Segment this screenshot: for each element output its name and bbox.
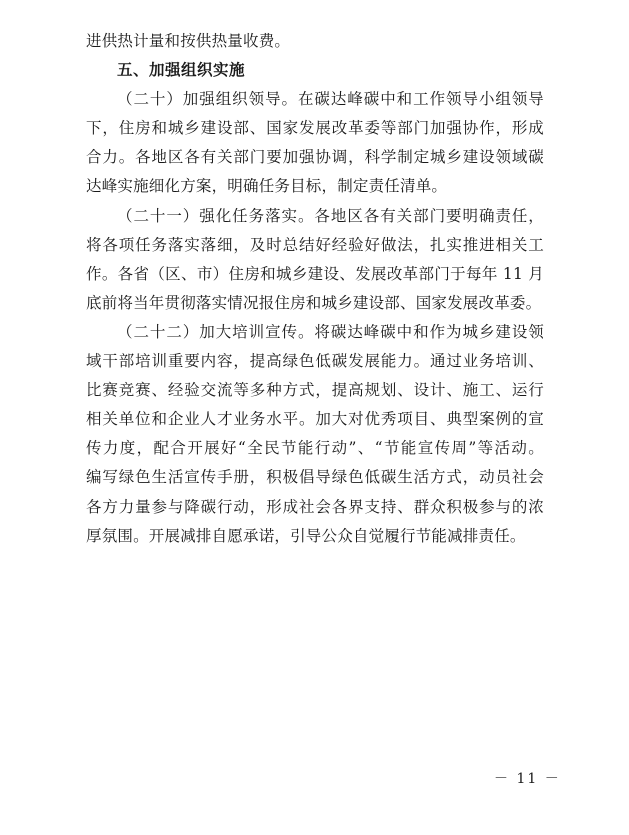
- paragraph-line: 域干部培训重要内容，提高绿色低碳发展能力。通过业务培训、: [86, 352, 544, 371]
- paragraph-line: 相关单位和企业人才业务水平。加大对优秀项目、典型案例的宣: [86, 410, 544, 429]
- paragraph-line: 下，住房和城乡建设部、国家发展改革委等部门加强协作，形成: [86, 119, 544, 138]
- paragraph-line: 比赛竞赛、经验交流等多种方式，提高规划、设计、施工、运行: [86, 381, 544, 400]
- paragraph-line: 达峰实施细化方案，明确任务目标，制定责任清单。: [86, 177, 448, 196]
- paragraph-line: 传力度，配合开展好“全民节能行动”、“节能宣传周”等活动。: [86, 439, 544, 458]
- paragraph-line: 将各项任务落实落细，及时总结好经验好做法，扎实推进相关工: [86, 235, 544, 254]
- paragraph-line: 作。各省（区、市）住房和城乡建设、发展改革部门于每年 11 月: [86, 264, 544, 283]
- paragraph-line: （二十）加强组织领导。在碳达峰碳中和工作领导小组领导: [117, 90, 544, 109]
- paragraph-line: 进供热计量和按供热量收费。: [86, 32, 291, 50]
- paragraph-line: 底前将当年贯彻落实情况报住房和城乡建设部、国家发展改革委。: [86, 293, 542, 312]
- paragraph-line: （二十一）强化任务落实。各地区各有关部门要明确责任，: [117, 206, 544, 225]
- section-heading: 五、加强组织实施: [117, 61, 246, 80]
- paragraph-line: 合力。各地区各有关部门要加强协调，科学制定城乡建设领域碳: [86, 148, 544, 167]
- page-number: － 11 －: [494, 771, 561, 787]
- paragraph-line: 各方力量参与降碳行动，形成社会各界支持、群众积极参与的浓: [86, 497, 544, 516]
- paragraph-line: （二十二）加大培训宣传。将碳达峰碳中和作为城乡建设领: [117, 322, 544, 341]
- paragraph-line: 编写绿色生活宣传手册，积极倡导绿色低碳生活方式，动员社会: [86, 468, 544, 487]
- paragraph-line: 厚氛围。开展减排自愿承诺，引导公众自觉履行节能减排责任。: [86, 526, 526, 545]
- document-body: [86, 27, 544, 551]
